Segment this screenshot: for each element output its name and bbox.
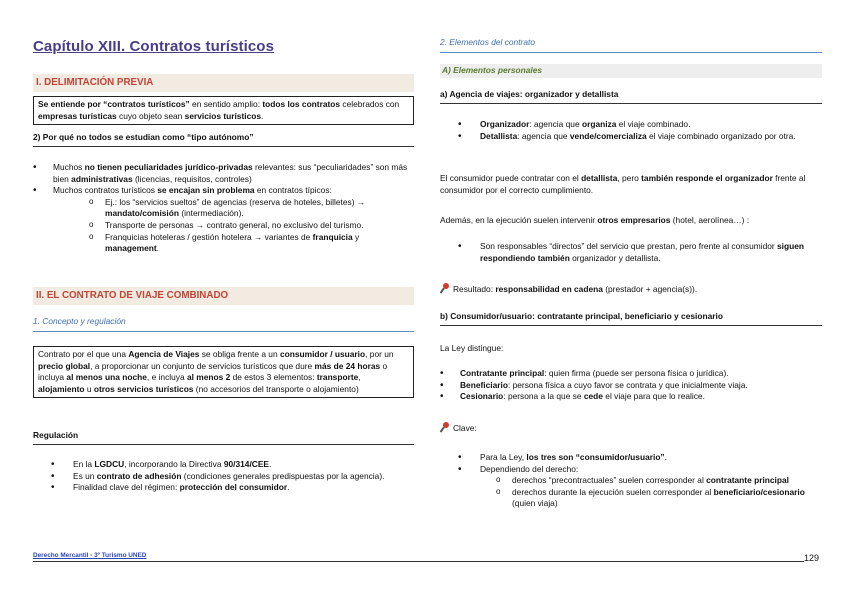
footer-course-link[interactable]: Derecho Mercantil - 3º Turismo UNED [33, 552, 147, 559]
reasons-list [33, 162, 414, 255]
list-item: • Cesionario: persona a la que se cede el viaje para que lo realice. [440, 391, 822, 403]
definition-box: Se entiende por “contratos turísticos” en sentido amplio: todos los contratos celebrados con empresas turísticas cuyo objeto sean servicios turísticos. [33, 96, 414, 125]
list-item: • Organizador: agencia que organiza el viaje combinado. [440, 119, 822, 131]
list-item: o derechos “precontractuales” suelen corresponder al contratante principal [496, 475, 822, 487]
list-item: • Muchos contratos turísticos se encajan sin problema en contratos típicos: [33, 185, 414, 197]
list-item: • Son responsables “directos” del servicio que prestan, pero frente al consumidor siguen respondiendo también organizador y detallista. [440, 241, 822, 264]
list-item: • Dependiendo del derecho: [440, 464, 822, 476]
list-item: o Transporte de personas → contrato general, no exclusivo del turismo. [89, 220, 414, 232]
paragraph-clave: Clave: [440, 422, 822, 435]
paragraph-resultado: Resultado: responsabilidad en cadena (prestador + agencia(s)). [440, 283, 822, 296]
heading-elementos: 2. Elementos del contrato [440, 37, 822, 53]
section-heading-viaje-combinado: II. EL CONTRATO DE VIAJE COMBINADO [33, 287, 414, 305]
regulation-list [33, 459, 414, 494]
heading-regulacion: Regulación [33, 430, 414, 445]
pushpin-icon [440, 422, 451, 433]
list-item: • En la LGDCU, incorporando la Directiva 90/314/CEE. [33, 459, 414, 471]
paragraph-ley: La Ley distingue: [440, 343, 504, 353]
consumer-types-list [440, 368, 822, 403]
list-item: o Ej.: los “servicios sueltos” de agencias (reserva de hoteles, billetes) → mandato/comisión (intermediación). [89, 197, 414, 220]
list-item: • Muchos no tienen peculiaridades jurídico-privadas relevantes: sus “peculiaridades” son más bien administrativas (licencias, requisitos, controles) [33, 162, 414, 185]
heading-concepto: 1. Concepto y regulación [33, 316, 414, 332]
concept-box: Contrato por el que una Agencia de Viajes se obliga frente a un consumidor / usuario, por un precio global, a proporcionar un conjunto de servicios turísticos que dure más de 24 horas o incluya al menos una noche, e incluya al menos 2 de estos 3 elementos: transporte, alojamiento u otros servicios turísticos (no accesorios del transporte o alojamiento) [33, 346, 414, 398]
list-item: • Finalidad clave del régimen: protección del consumidor. [33, 482, 414, 494]
section-heading-delimitacion: I. DELIMITACIÓN PREVIA [33, 74, 414, 92]
definition-text: Se entiende por “contratos turísticos” [38, 99, 190, 109]
responsables-list [440, 241, 822, 264]
list-item: • Detallista: agencia que vende/comercializa el viaje combinado organizado por otra. [440, 131, 822, 143]
heading-elementos-personales: A) Elementos personales [440, 64, 822, 78]
sub-heading-tipo-autonomo: 2) Por qué no todos se estudian como “tipo autónomo” [33, 132, 414, 147]
heading-agencia: a) Agencia de viajes: organizador y detallista [440, 89, 822, 104]
list-item: • Para la Ley, los tres son “consumidor/usuario”. [440, 452, 822, 464]
footer-divider [33, 561, 804, 562]
page-number: 129 [804, 553, 820, 563]
chapter-title: Capítulo XIII. Contratos turísticos [33, 38, 275, 55]
clave-list [440, 452, 822, 510]
paragraph-empresarios: Además, en la ejecución suelen intervenir otros empresarios (hotel, aerolínea…) : [440, 215, 750, 225]
list-item: • Es un contrato de adhesión (condiciones generales predispuestas por la agencia). [33, 471, 414, 483]
pushpin-icon [440, 283, 451, 294]
paragraph-detallista: El consumidor puede contratar con el detallista, pero también responde el organizador frente al consumidor por el correcto cumplimiento. [440, 173, 806, 195]
list-item: o Franquicias hoteleras / gestión hotelera → variantes de franquicia y management. [89, 232, 414, 255]
list-item: • Beneficiario: persona física a cuyo favor se contrata y que inicialmente viaja. [440, 380, 822, 392]
list-item: • Contratante principal: quien firma (puede ser persona física o jurídica). [440, 368, 822, 380]
heading-consumidor: b) Consumidor/usuario: contratante principal, beneficiario y cesionario [440, 311, 822, 326]
agency-list [440, 119, 822, 142]
list-item: o derechos durante la ejecución suelen corresponder al beneficiario/cesionario (quien viaja) [496, 487, 822, 510]
